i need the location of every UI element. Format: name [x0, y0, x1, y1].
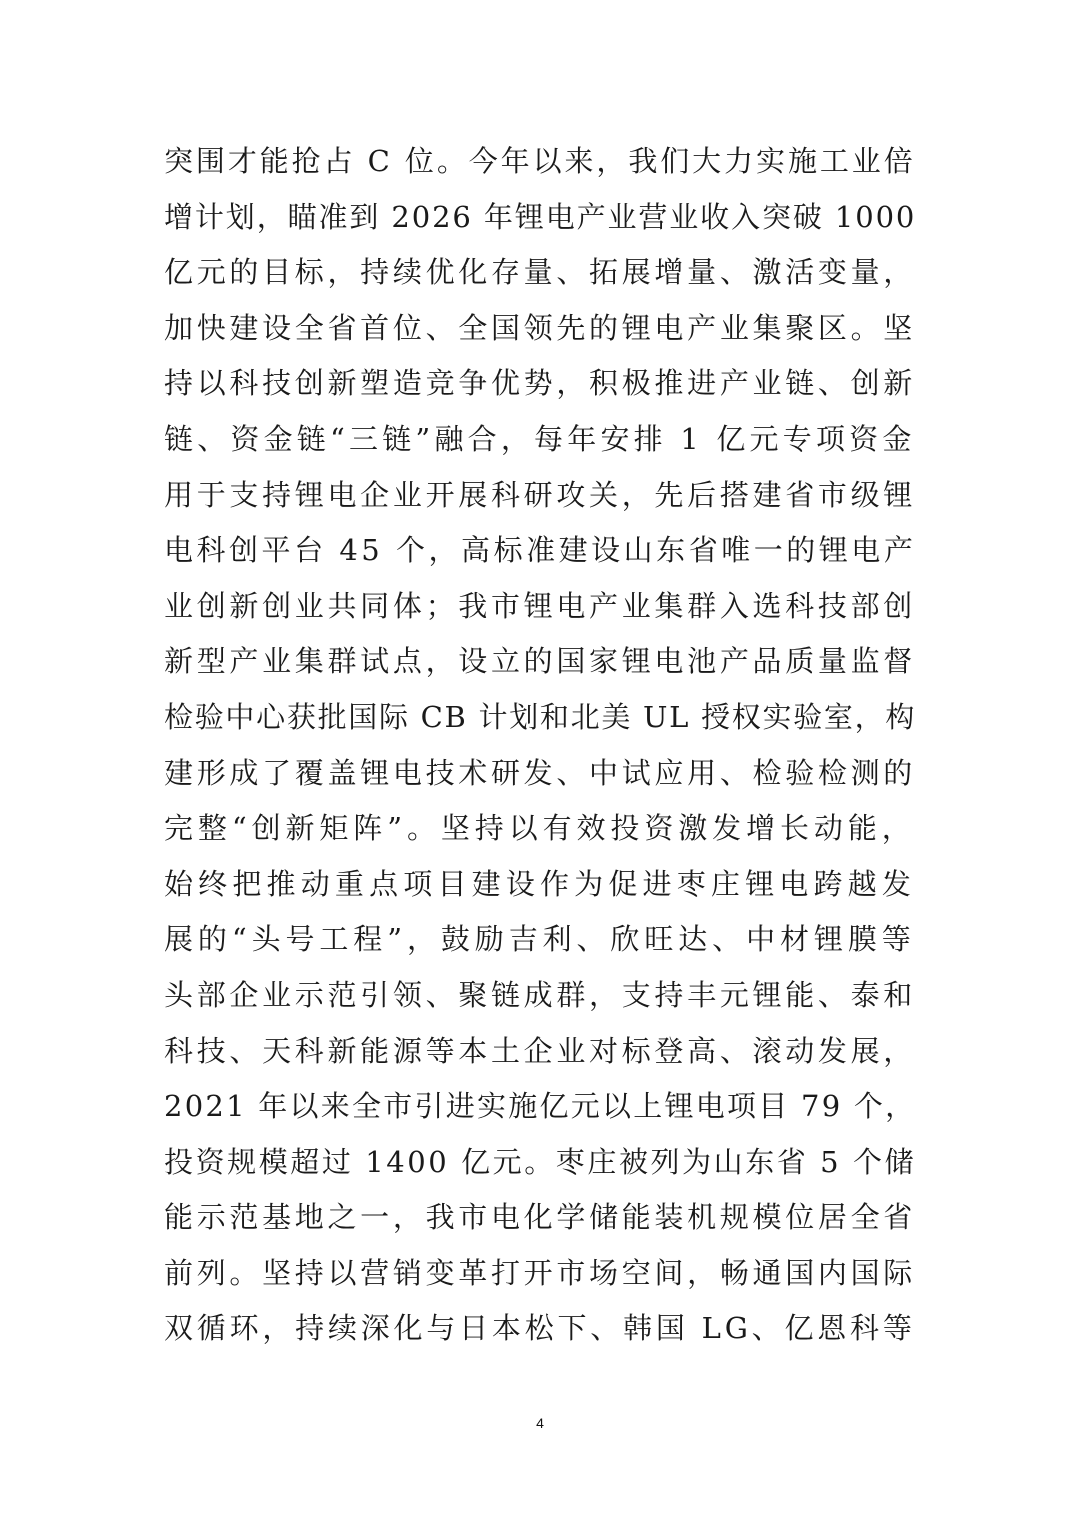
text-line: 头部企业示范引领、聚链成群，支持丰元锂能、泰和 — [164, 977, 917, 1012]
text-line: 展的“头号工程”，鼓励吉利、欣旺达、中材锂膜等 — [164, 922, 916, 957]
text-line: 链、资金链“三链”融合，每年安排 1 亿元专项资金 — [164, 421, 916, 456]
text-line: 业创新创业共同体；我市锂电产业集群入选科技部创 — [164, 588, 917, 623]
text-line: 始终把推动重点项目建设作为促进枣庄锂电跨越发 — [164, 866, 917, 901]
text-line: 科技、天科新能源等本土企业对标登高、滚动发展， — [164, 1033, 917, 1068]
text-line: 新型产业集群试点，设立的国家锂电池产品质量监督 — [164, 644, 917, 679]
text-line: 持以科技创新塑造竞争优势，积极推进产业链、创新 — [164, 366, 917, 401]
text-line: 前列。坚持以营销变革打开市场空间，畅通国内国际 — [164, 1255, 917, 1290]
text-line: 增计划，瞄准到 2026 年锂电产业营业收入突破 1000 — [164, 199, 917, 234]
body-text — [164, 134, 924, 1357]
text-line: 用于支持锂电企业开展科研攻关，先后搭建省市级锂 — [164, 477, 917, 512]
text-line: 加快建设全省首位、全国领先的锂电产业集聚区。坚 — [164, 310, 917, 345]
text-line: 2021 年以来全市引进实施亿元以上锂电项目 79 个， — [164, 1089, 917, 1124]
text-line: 亿元的目标，持续优化存量、拓展增量、激活变量， — [164, 255, 917, 290]
text-line: 检验中心获批国际 CB 计划和北美 UL 授权实验室，构 — [164, 699, 917, 734]
text-line: 完整“创新矩阵”。坚持以有效投资激发增长动能， — [164, 811, 916, 846]
text-line: 投资规模超过 1400 亿元。枣庄被列为山东省 5 个储 — [164, 1144, 917, 1179]
text-line: 建形成了覆盖锂电技术研发、中试应用、检验检测的 — [164, 755, 917, 790]
text-line: 双循环，持续深化与日本松下、韩国 LG、亿恩科等 — [164, 1311, 916, 1346]
text-line: 突围才能抢占 C 位。今年以来，我们大力实施工业倍 — [164, 144, 916, 178]
text-line: 电科创平台 45 个，高标准建设山东省唯一的锂电产 — [164, 533, 917, 568]
text-line: 能示范基地之一，我市电化学储能装机规模位居全省 — [164, 1200, 917, 1235]
page-number: 4 — [536, 1415, 544, 1431]
